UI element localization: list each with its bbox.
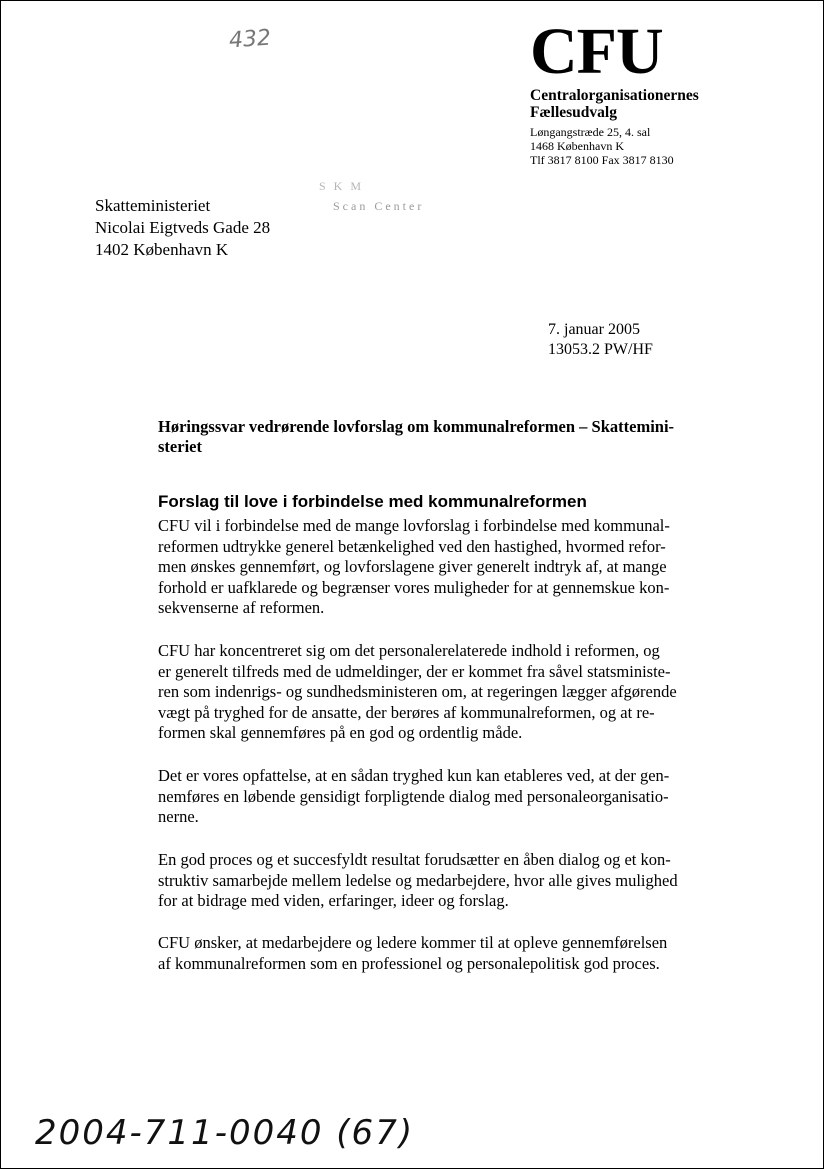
address-line-1: Løngangstræde 25, 4. sal — [530, 125, 651, 139]
stamp-line-1: SKM — [319, 179, 370, 193]
paragraph-line: nemføres en løbende gensidigt forpligtende dialog med personaleorganisatio- — [158, 786, 669, 806]
paragraph-line: CFU ønsker, at medarbejdere og ledere kommer til at opleve gennemførelsen — [158, 933, 668, 952]
paragraph-line: Det er vores opfattelse, at en sådan tryghed kun kan etableres ved, at der gen- — [158, 766, 670, 785]
paragraph-line: vægt på tryghed for de ansatte, der berøres af kommunalreformen, og at re- — [158, 702, 655, 722]
phone-fax-line: Tlf 3817 8100 Fax 3817 8130 — [530, 153, 674, 167]
section-heading: Forslag til love i forbindelse med kommunalreformen — [158, 492, 587, 511]
paragraph-line: af kommunalreformen som en professionel og personalepolitisk god proces. — [158, 953, 660, 973]
recipient-line-2: Nicolai Eigtveds Gade 28 — [95, 218, 271, 237]
paragraph-5 — [158, 933, 736, 974]
paragraph-line: nerne. — [158, 807, 199, 826]
paragraph-line: forhold er uafklarede og begrænser vores muligheder for at gennemskue kon- — [158, 577, 670, 597]
organisation-name — [530, 87, 699, 121]
paragraph-2 — [158, 641, 736, 744]
scan-stamp — [319, 179, 424, 213]
paragraph-line: En god proces og et succesfyldt resultat forudsætter en åben dialog og et kon- — [158, 850, 671, 869]
cfu-logo: CFU — [530, 15, 663, 88]
recipient-line-3: 1402 København K — [95, 240, 229, 259]
paragraph-line: ren som indenrigs- og sundhedsministeren om, at regeringen lægger afgørende — [158, 682, 677, 701]
paragraph-3 — [158, 766, 736, 828]
letter-date: 7. januar 2005 — [548, 321, 640, 338]
paragraph-1 — [158, 516, 736, 619]
paragraph-line: struktiv samarbejde mellem ledelse og medarbejdere, hvor alle gives mulighed — [158, 870, 678, 890]
paragraph-line: CFU har koncentreret sig om det personalerelaterede indhold i reformen, og — [158, 641, 660, 660]
paragraph-line: reformen udtrykke generel betænkelighed ved den hastighed, hvormed refor- — [158, 536, 666, 556]
recipient-line-1: Skatteministeriet — [95, 196, 211, 215]
stamp-line-2: Scan Center — [333, 199, 425, 213]
subject-line-2: steriet — [158, 437, 202, 456]
org-line-2: Fællesudvalg — [530, 104, 617, 121]
date-reference-block — [548, 320, 653, 360]
address-line-2: 1468 København K — [530, 139, 624, 153]
org-line-1: Centralorganisationernes — [530, 87, 699, 104]
paragraph-line: sekvenserne af reformen. — [158, 598, 325, 617]
paragraph-4 — [158, 850, 736, 912]
paragraph-line: formen skal gennemføres på en god og ordentlig måde. — [158, 723, 523, 742]
paragraph-line: er generelt tilfreds med de udmeldinger, der er kommet fra såvel statsministe- — [158, 661, 671, 681]
organisation-address — [530, 125, 674, 167]
handwritten-note-top: 432 — [228, 25, 272, 54]
letter-subject — [158, 417, 728, 457]
letter-reference: 13053.2 PW/HF — [548, 341, 653, 358]
subject-line-1: Høringssvar vedrørende lovforslag om kommunalreformen – Skattemini- — [158, 417, 675, 436]
paragraph-line: men ønskes gennemført, og lovforslagene giver generelt indtryk af, at mange — [158, 557, 667, 576]
recipient-address — [95, 195, 270, 261]
handwritten-case-number: 2004-711-0040 (67) — [35, 1113, 415, 1153]
paragraph-line: CFU vil i forbindelse med de mange lovforslag i forbindelse med kommunal- — [158, 516, 670, 535]
paragraph-line: for at bidrage med viden, erfaringer, ideer og forslag. — [158, 891, 509, 910]
